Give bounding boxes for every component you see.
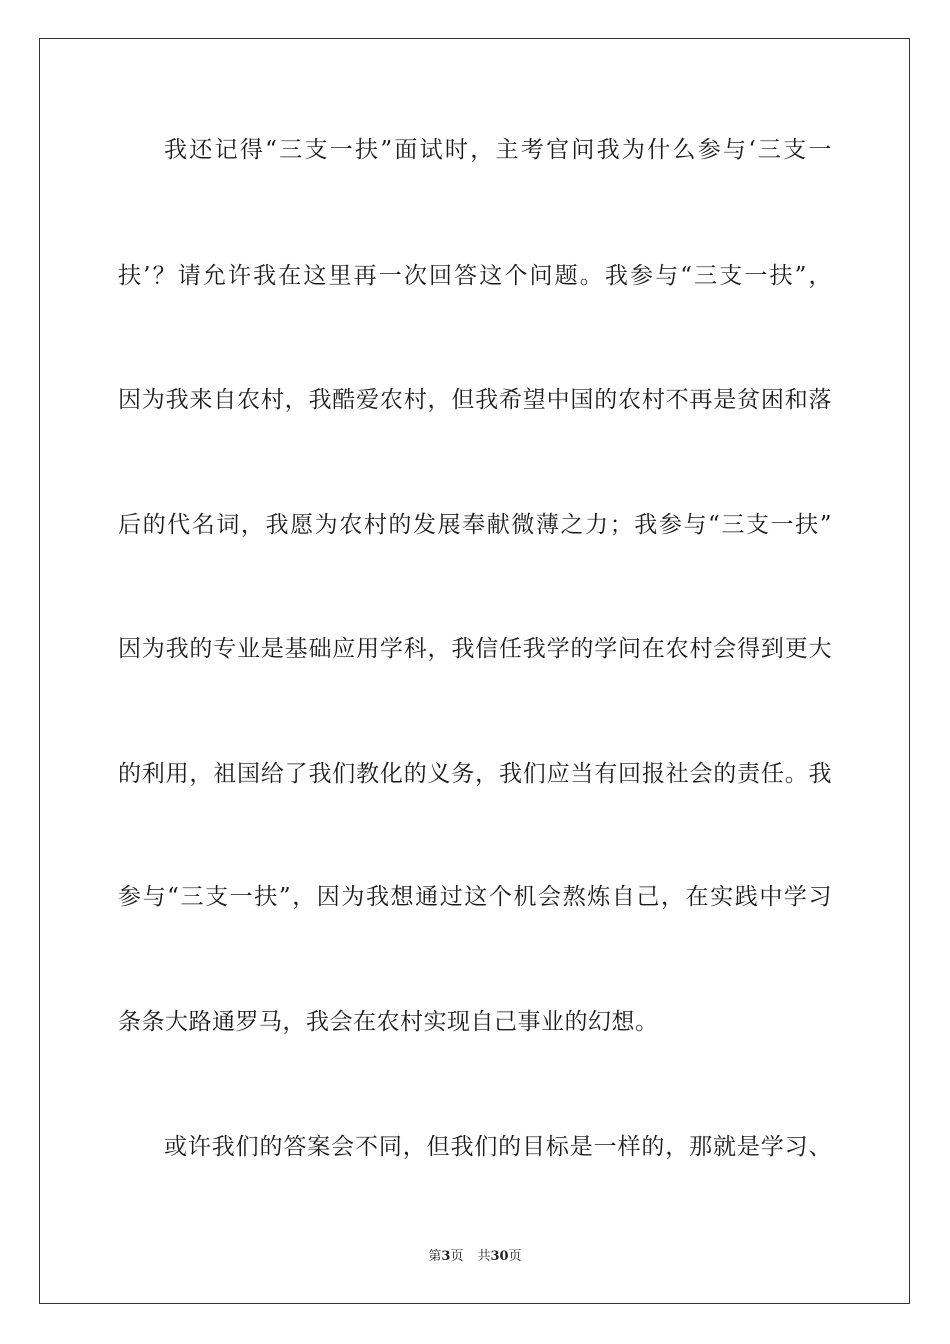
paragraph-line: 后的代名词，我愿为农村的发展奉献微薄之力；我参与“三支一扶” (118, 512, 832, 538)
page-border (39, 38, 910, 1304)
page-footer (0, 1248, 950, 1266)
paragraph-line: 我还记得“三支一扶”面试时，主考官问我为什么参与‘三支一 (164, 137, 832, 163)
paragraph-line: 条条大路通罗马，我会在农村实现自己事业的幻想。 (118, 1009, 659, 1035)
paragraph-line: 或许我们的答案会不同，但我们的目标是一样的，那就是学习、 (164, 1134, 832, 1160)
page-prefix: 第 (428, 1249, 442, 1264)
total-pages: 30 (490, 1249, 509, 1264)
page-suffix: 页 (450, 1249, 464, 1264)
total-prefix: 共 (477, 1249, 491, 1264)
paragraph-line: 因为我来自农村，我酷爱农村，但我希望中国的农村不再是贫困和落 (118, 387, 832, 413)
paragraph-line: 扶’？请允许我在这里再一次回答这个问题。我参与“三支一扶”， (118, 263, 832, 289)
paragraph-line: 因为我的专业是基础应用学科，我信任我学的学问在农村会得到更大 (118, 636, 832, 662)
page-number: 3 (441, 1249, 451, 1264)
paragraph-line: 的利用，祖国给了我们教化的义务，我们应当有回报社会的责任。我 (118, 761, 832, 787)
paragraph-line: 参与“三支一扶”，因为我想通过这个机会熬炼自己，在实践中学习 (118, 884, 832, 910)
total-suffix: 页 (508, 1249, 522, 1264)
